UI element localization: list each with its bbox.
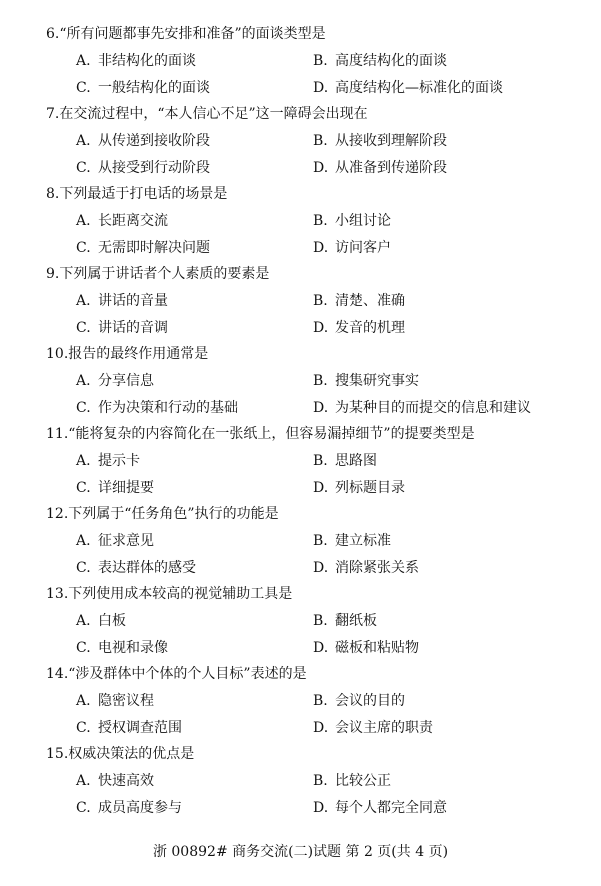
- option-d: [313, 799, 447, 817]
- option-letter: C.: [76, 80, 91, 96]
- option-letter: B.: [313, 213, 328, 229]
- option-text: 为某种目的而提交的信息和建议: [335, 400, 531, 416]
- option-text: 磁板和粘贴物: [335, 640, 419, 656]
- option-d: [313, 559, 419, 577]
- question-text: “能将复杂的内容简化在一张纸上，但容易漏掉细节”的提要类型是: [68, 426, 475, 442]
- option-letter: B.: [313, 133, 328, 149]
- option-text: 讲话的音量: [98, 293, 168, 309]
- option-text: 从传递到接收阶段: [98, 133, 210, 149]
- question-stem: [46, 425, 475, 443]
- option-text: 讲话的音调: [98, 320, 168, 336]
- option-text: 白板: [98, 613, 126, 629]
- option-letter: C.: [76, 240, 91, 256]
- option-a: [76, 772, 154, 790]
- option-c: [76, 639, 168, 657]
- question-number: 14.: [46, 666, 69, 682]
- option-text: 访问客户: [335, 240, 391, 256]
- option-letter: A.: [76, 293, 91, 309]
- option-text: 作为决策和行动的基础: [98, 400, 238, 416]
- option-b: [313, 452, 377, 470]
- option-text: 高度结构化—标准化的面谈: [335, 80, 503, 96]
- question-number: 12.: [46, 506, 69, 522]
- option-letter: C.: [76, 720, 91, 736]
- option-c: [76, 399, 238, 417]
- option-b: [313, 52, 447, 70]
- question-text: “涉及群体中个体的个人目标”表述的是: [68, 666, 307, 682]
- option-b: [313, 772, 391, 790]
- option-text: 会议的目的: [335, 693, 405, 709]
- option-letter: D.: [313, 240, 329, 256]
- option-letter: B.: [313, 293, 328, 309]
- option-a: [76, 212, 168, 230]
- option-text: 高度结构化的面谈: [335, 53, 447, 69]
- option-letter: B.: [313, 773, 328, 789]
- option-b: [313, 292, 405, 310]
- option-c: [76, 559, 196, 577]
- option-b: [313, 372, 419, 390]
- option-letter: B.: [313, 53, 328, 69]
- question-number: 6.: [46, 26, 60, 42]
- question-stem: [46, 345, 208, 363]
- option-letter: D.: [313, 480, 329, 496]
- option-a: [76, 532, 154, 550]
- option-letter: A.: [76, 453, 91, 469]
- page-footer: 浙 00892# 商务交流(二)试题 第 2 页(共 4 页): [152, 844, 449, 860]
- option-letter: C.: [76, 320, 91, 336]
- option-letter: B.: [313, 613, 328, 629]
- option-text: 从接收到理解阶段: [335, 133, 447, 149]
- option-letter: A.: [76, 213, 91, 229]
- question-stem: [46, 505, 279, 523]
- option-letter: D.: [313, 320, 329, 336]
- question-text: 下列使用成本较高的视觉辅助工具是: [68, 586, 293, 602]
- option-a: [76, 132, 210, 150]
- option-b: [313, 132, 447, 150]
- option-c: [76, 719, 182, 737]
- option-text: 思路图: [335, 453, 377, 469]
- question-stem: [46, 745, 194, 763]
- question-text: 权威决策法的优点是: [68, 746, 195, 762]
- option-text: 一般结构化的面谈: [98, 80, 210, 96]
- option-text: 提示卡: [98, 453, 140, 469]
- question-text: 下列最适于打电话的场景是: [59, 186, 228, 202]
- question-stem: [46, 25, 326, 43]
- option-d: [313, 639, 419, 657]
- option-letter: C.: [76, 800, 91, 816]
- option-text: 表达群体的感受: [98, 560, 196, 576]
- option-text: 快速高效: [98, 773, 154, 789]
- option-a: [76, 372, 154, 390]
- option-letter: B.: [313, 693, 328, 709]
- option-c: [76, 799, 182, 817]
- option-text: 无需即时解决问题: [98, 240, 210, 256]
- option-a: [76, 292, 168, 310]
- option-text: 消除紧张关系: [335, 560, 419, 576]
- option-letter: D.: [313, 640, 329, 656]
- option-text: 每个人都完全同意: [335, 800, 447, 816]
- option-letter: C.: [76, 160, 91, 176]
- option-b: [313, 532, 391, 550]
- question-number: 7.: [46, 106, 60, 122]
- option-c: [76, 159, 210, 177]
- option-letter: B.: [313, 533, 328, 549]
- option-text: 比较公正: [335, 773, 391, 789]
- option-d: [313, 399, 531, 417]
- option-letter: D.: [313, 400, 329, 416]
- option-d: [313, 479, 405, 497]
- option-text: 翻纸板: [335, 613, 377, 629]
- option-letter: D.: [313, 560, 329, 576]
- option-letter: A.: [76, 373, 91, 389]
- option-text: 从接受到行动阶段: [98, 160, 210, 176]
- question-text: 下列属于“任务角色”执行的功能是: [68, 506, 279, 522]
- question-number: 9.: [46, 266, 60, 282]
- option-letter: A.: [76, 533, 91, 549]
- option-d: [313, 79, 503, 97]
- option-a: [76, 52, 196, 70]
- question-number: 8.: [46, 186, 60, 202]
- question-text: “所有问题都事先安排和准备”的面谈类型是: [59, 26, 326, 42]
- question-text: 下列属于讲话者个人素质的要素是: [59, 266, 270, 282]
- option-text: 电视和录像: [98, 640, 168, 656]
- option-b: [313, 612, 377, 630]
- option-text: 授权调查范围: [98, 720, 182, 736]
- option-letter: D.: [313, 800, 329, 816]
- option-letter: C.: [76, 480, 91, 496]
- question-number: 15.: [46, 746, 69, 762]
- option-letter: D.: [313, 80, 329, 96]
- option-a: [76, 692, 154, 710]
- question-stem: [46, 185, 227, 203]
- option-a: [76, 452, 140, 470]
- option-text: 成员高度参与: [98, 800, 182, 816]
- option-letter: C.: [76, 560, 91, 576]
- option-c: [76, 319, 168, 337]
- option-letter: A.: [76, 53, 91, 69]
- option-b: [313, 212, 391, 230]
- option-text: 搜集研究事实: [335, 373, 419, 389]
- option-text: 列标题目录: [335, 480, 405, 496]
- option-text: 长距离交流: [98, 213, 168, 229]
- option-letter: A.: [76, 133, 91, 149]
- option-text: 建立标准: [335, 533, 391, 549]
- question-text: 在交流过程中，“本人信心不足”这一障碍会出现在: [59, 106, 368, 122]
- option-text: 从准备到传递阶段: [335, 160, 447, 176]
- option-text: 分享信息: [98, 373, 154, 389]
- option-letter: D.: [313, 160, 329, 176]
- option-b: [313, 692, 405, 710]
- option-c: [76, 79, 210, 97]
- question-text: 报告的最终作用通常是: [68, 346, 209, 362]
- option-letter: A.: [76, 693, 91, 709]
- question-stem: [46, 665, 307, 683]
- option-letter: B.: [313, 453, 328, 469]
- question-stem: [46, 585, 292, 603]
- option-d: [313, 159, 447, 177]
- option-a: [76, 612, 126, 630]
- option-letter: A.: [76, 773, 91, 789]
- option-d: [313, 319, 405, 337]
- option-c: [76, 239, 210, 257]
- question-number: 11.: [46, 426, 69, 442]
- option-text: 发音的机理: [335, 320, 405, 336]
- option-text: 详细提要: [98, 480, 154, 496]
- option-text: 清楚、准确: [335, 293, 405, 309]
- option-text: 小组讨论: [335, 213, 391, 229]
- option-letter: D.: [313, 720, 329, 736]
- option-text: 征求意见: [98, 533, 154, 549]
- option-c: [76, 479, 154, 497]
- option-text: 非结构化的面谈: [98, 53, 196, 69]
- option-letter: A.: [76, 613, 91, 629]
- question-number: 10.: [46, 346, 69, 362]
- option-d: [313, 239, 391, 257]
- option-text: 会议主席的职责: [335, 720, 433, 736]
- question-stem: [46, 265, 269, 283]
- question-stem: [46, 105, 368, 123]
- option-letter: C.: [76, 400, 91, 416]
- option-letter: B.: [313, 373, 328, 389]
- option-letter: C.: [76, 640, 91, 656]
- option-d: [313, 719, 433, 737]
- question-number: 13.: [46, 586, 69, 602]
- option-text: 隐密议程: [98, 693, 154, 709]
